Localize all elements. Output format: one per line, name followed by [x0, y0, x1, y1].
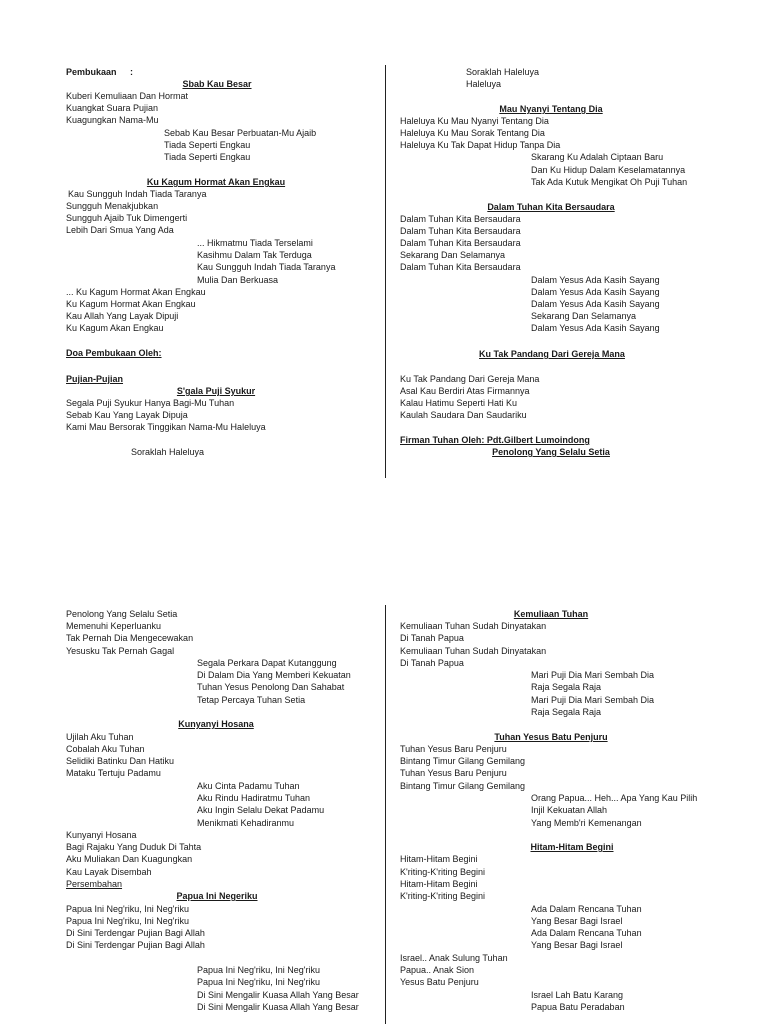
lyric-line: Aku Rindu Hadiratmu Tuhan [197, 793, 311, 803]
lyric-line: ... Hikmatmu Tiada Terselami [197, 238, 313, 248]
lyric-line: Haleluya [466, 79, 502, 89]
lyric-line: Dalam Tuhan Kita Bersaudara [400, 214, 521, 224]
lyric-line: Dalam Tuhan Kita Bersaudara [400, 238, 521, 248]
lyric-line: Yang Besar Bagi Israel [531, 940, 623, 950]
lyric-line: Sungguh Menakjubkan [66, 201, 159, 211]
lyric-line: Sebab Kau Yang Layak Dipuja [66, 410, 188, 420]
lyric-line: Ku Tak Pandang Dari Gereja Mana [400, 374, 540, 384]
lyric-line: Sekarang Dan Selamanya [400, 250, 506, 260]
lyric-line: Selidiki Batinku Dan Hatiku [66, 756, 175, 766]
lyric-line: Haleluya Ku Mau Sorak Tentang Dia [400, 128, 545, 138]
lyric-line: Kalau Hatimu Seperti Hati Ku [400, 398, 518, 408]
column-divider [385, 65, 386, 478]
lyric-line: Di Tanah Papua [400, 633, 464, 643]
lyric-line: Israel Lah Batu Karang [531, 990, 624, 1000]
lyric-line: Israel.. Anak Sulung Tuhan [400, 953, 508, 963]
song-title: Sbab Kau Besar [182, 79, 252, 89]
lyric-line: Injil Kekuatan Allah [531, 805, 608, 815]
lyric-line: Papua Batu Peradaban [531, 1002, 625, 1012]
pembukaan-colon: : [130, 67, 133, 77]
firman-heading: Firman Tuhan Oleh: Pdt.Gilbert Lumoindong [400, 435, 590, 445]
lyric-line: Di Sini Mengalir Kuasa Allah Yang Besar [197, 990, 359, 1000]
song-title: Tuhan Yesus Batu Penjuru [494, 732, 608, 742]
song-title: Papua Ini Negeriku [176, 891, 258, 901]
lyric-line: Kuberi Kemuliaan Dan Hormat [66, 91, 189, 101]
lyric-line: Yesus Batu Penjuru [400, 977, 479, 987]
lyric-line: Kuangkat Suara Pujian [66, 103, 159, 113]
lyric-line: Yang Memb'ri Kemenangan [531, 818, 642, 828]
lyric-line: Kemuliaan Tuhan Sudah Dinyatakan [400, 646, 547, 656]
song-title: Dalam Tuhan Kita Bersaudara [487, 202, 615, 212]
lyric-line: Ku Kagum Hormat Akan Engkau [66, 299, 196, 309]
lyric-line: Kau Allah Yang Layak Dipuji [66, 311, 179, 321]
lyric-line: Kau Sungguh Indah Tiada Taranya [197, 262, 336, 272]
lyric-line: Di Sini Terdengar Pujian Bagi Allah [66, 928, 205, 938]
lyric-line: Soraklah Haleluya [131, 447, 205, 457]
lyric-line: Ada Dalam Rencana Tuhan [531, 904, 642, 914]
song-title: Kunyanyi Hosana [178, 719, 254, 729]
song-title: Penolong Yang Selalu Setia [492, 447, 610, 457]
lyric-line: Dalam Yesus Ada Kasih Sayang [531, 299, 660, 309]
lyric-line: Di Sini Terdengar Pujian Bagi Allah [66, 940, 205, 950]
lyric-line: Aku Cinta Padamu Tuhan [197, 781, 300, 791]
lyric-line: Hitam-Hitam Begini [400, 854, 478, 864]
lyric-line: Segala Puji Syukur Hanya Bagi-Mu Tuhan [66, 398, 235, 408]
persembahan-heading: Persembahan [66, 879, 123, 889]
lyric-line: Mataku Tertuju Padamu [66, 768, 161, 778]
lyric-line: Papua Ini Neg'riku, Ini Neg'riku [197, 977, 320, 987]
lyric-line: Kaulah Saudara Dan Saudariku [400, 410, 527, 420]
lyric-line: Memenuhi Keperluanku [66, 621, 162, 631]
lyric-line: Di Tanah Papua [400, 658, 464, 668]
lyric-line: Tiada Seperti Engkau [164, 140, 251, 150]
lyric-line: Tak Ada Kutuk Mengikat Oh Puji Tuhan [531, 177, 688, 187]
lyric-line: Tuhan Yesus Baru Penjuru [400, 744, 507, 754]
lyric-line: Papua Ini Neg'riku, Ini Neg'riku [66, 916, 189, 926]
lyric-line: Kau Sungguh Indah Tiada Taranya [68, 189, 207, 199]
lyric-line: Yang Besar Bagi Israel [531, 916, 623, 926]
pujian-heading: Pujian-Pujian [66, 374, 124, 384]
lyric-line: Dalam Yesus Ada Kasih Sayang [531, 323, 660, 333]
lyric-line: Ku Kagum Akan Engkau [66, 323, 164, 333]
song-title: Hitam-Hitam Begini [530, 842, 614, 852]
lyric-line: Kau Layak Disembah [66, 867, 152, 877]
lyric-line: Ujilah Aku Tuhan [66, 732, 134, 742]
lyric-line: Papua.. Anak Sion [400, 965, 475, 975]
lyric-line: Bintang Timur Gilang Gemilang [400, 781, 526, 791]
lyric-line: Tuhan Yesus Baru Penjuru [400, 768, 507, 778]
lyric-line: Menikmati Kehadiranmu [197, 818, 295, 828]
song-title: Mau Nyanyi Tentang Dia [499, 104, 603, 114]
lyric-line: Ada Dalam Rencana Tuhan [531, 928, 642, 938]
lyric-line: Segala Perkara Dapat Kutanggung [197, 658, 337, 668]
lyric-line: Penolong Yang Selalu Setia [66, 609, 178, 619]
lyric-line: Asal Kau Berdiri Atas Firmannya [400, 386, 530, 396]
lyric-line: Sebab Kau Besar Perbuatan-Mu Ajaib [164, 128, 317, 138]
song-title: Kemuliaan Tuhan [513, 609, 589, 619]
lyric-line: Tiada Seperti Engkau [164, 152, 251, 162]
lyric-line: Mulia Dan Berkuasa [197, 275, 279, 285]
lyric-line: Di Dalam Dia Yang Memberi Kekuatan [197, 670, 351, 680]
lyric-line: Aku Muliakan Dan Kuagungkan [66, 854, 193, 864]
pembukaan-label: Pembukaan [66, 67, 117, 77]
lyric-line: Sekarang Dan Selamanya [531, 311, 637, 321]
lyric-line: Mari Puji Dia Mari Sembah Dia [531, 695, 655, 705]
song-title: Ku Tak Pandang Dari Gereja Mana [479, 349, 625, 359]
lyric-line: Tak Pernah Dia Mengecewakan [66, 633, 194, 643]
lyric-line: Raja Segala Raja [531, 682, 602, 692]
lyric-line: Bagi Rajaku Yang Duduk Di Tahta [66, 842, 202, 852]
lyric-line: Orang Papua... Heh... Apa Yang Kau Pilih [531, 793, 698, 803]
doa-heading: Doa Pembukaan Oleh: [66, 348, 162, 358]
lyric-line: Kemuliaan Tuhan Sudah Dinyatakan [400, 621, 547, 631]
lyric-line: Raja Segala Raja [531, 707, 602, 717]
lyric-line: ... Ku Kagum Hormat Akan Engkau [66, 287, 206, 297]
lyric-line: Papua Ini Neg'riku, Ini Neg'riku [66, 904, 189, 914]
lyric-line: Aku Ingin Selalu Dekat Padamu [197, 805, 325, 815]
lyric-line: Haleluya Ku Mau Nyanyi Tentang Dia [400, 116, 549, 126]
lyric-line: Tuhan Yesus Penolong Dan Sahabat [197, 682, 345, 692]
lyric-line: Dalam Tuhan Kita Bersaudara [400, 262, 521, 272]
lyric-line: K'riting-K'riting Begini [400, 867, 485, 877]
lyric-line: Sungguh Ajaib Tuk Dimengerti [66, 213, 188, 223]
lyric-line: Bintang Timur Gilang Gemilang [400, 756, 526, 766]
lyric-line: Kunyanyi Hosana [66, 830, 137, 840]
song-title: S'gala Puji Syukur [176, 386, 256, 396]
lyric-line: Skarang Ku Adalah Ciptaan Baru [531, 152, 664, 162]
lyric-line: Di Sini Mengalir Kuasa Allah Yang Besar [197, 1002, 359, 1012]
song-title: Ku Kagum Hormat Akan Engkau [146, 177, 286, 187]
lyric-line: Kami Mau Bersorak Tinggikan Nama-Mu Haleluya [66, 422, 266, 432]
lyric-line: Kasihmu Dalam Tak Terduga [197, 250, 312, 260]
lyric-line: K'riting-K'riting Begini [400, 891, 485, 901]
lyric-line: Soraklah Haleluya [466, 67, 540, 77]
column-divider [385, 605, 386, 1024]
lyric-line: Dalam Yesus Ada Kasih Sayang [531, 275, 660, 285]
lyric-line: Haleluya Ku Tak Dapat Hidup Tanpa Dia [400, 140, 561, 150]
lyric-line: Tetap Percaya Tuhan Setia [197, 695, 306, 705]
lyric-line: Mari Puji Dia Mari Sembah Dia [531, 670, 655, 680]
lyric-line: Cobalah Aku Tuhan [66, 744, 145, 754]
lyric-line: Kuagungkan Nama-Mu [66, 115, 159, 125]
lyric-line: Papua Ini Neg'riku, Ini Neg'riku [197, 965, 320, 975]
lyric-line: Lebih Dari Smua Yang Ada [66, 225, 174, 235]
lyric-line: Dalam Tuhan Kita Bersaudara [400, 226, 521, 236]
lyric-line: Dan Ku Hidup Dalam Keselamatannya [531, 165, 686, 175]
lyric-line: Yesusku Tak Pernah Gagal [66, 646, 175, 656]
lyric-line: Dalam Yesus Ada Kasih Sayang [531, 287, 660, 297]
lyric-line: Hitam-Hitam Begini [400, 879, 478, 889]
